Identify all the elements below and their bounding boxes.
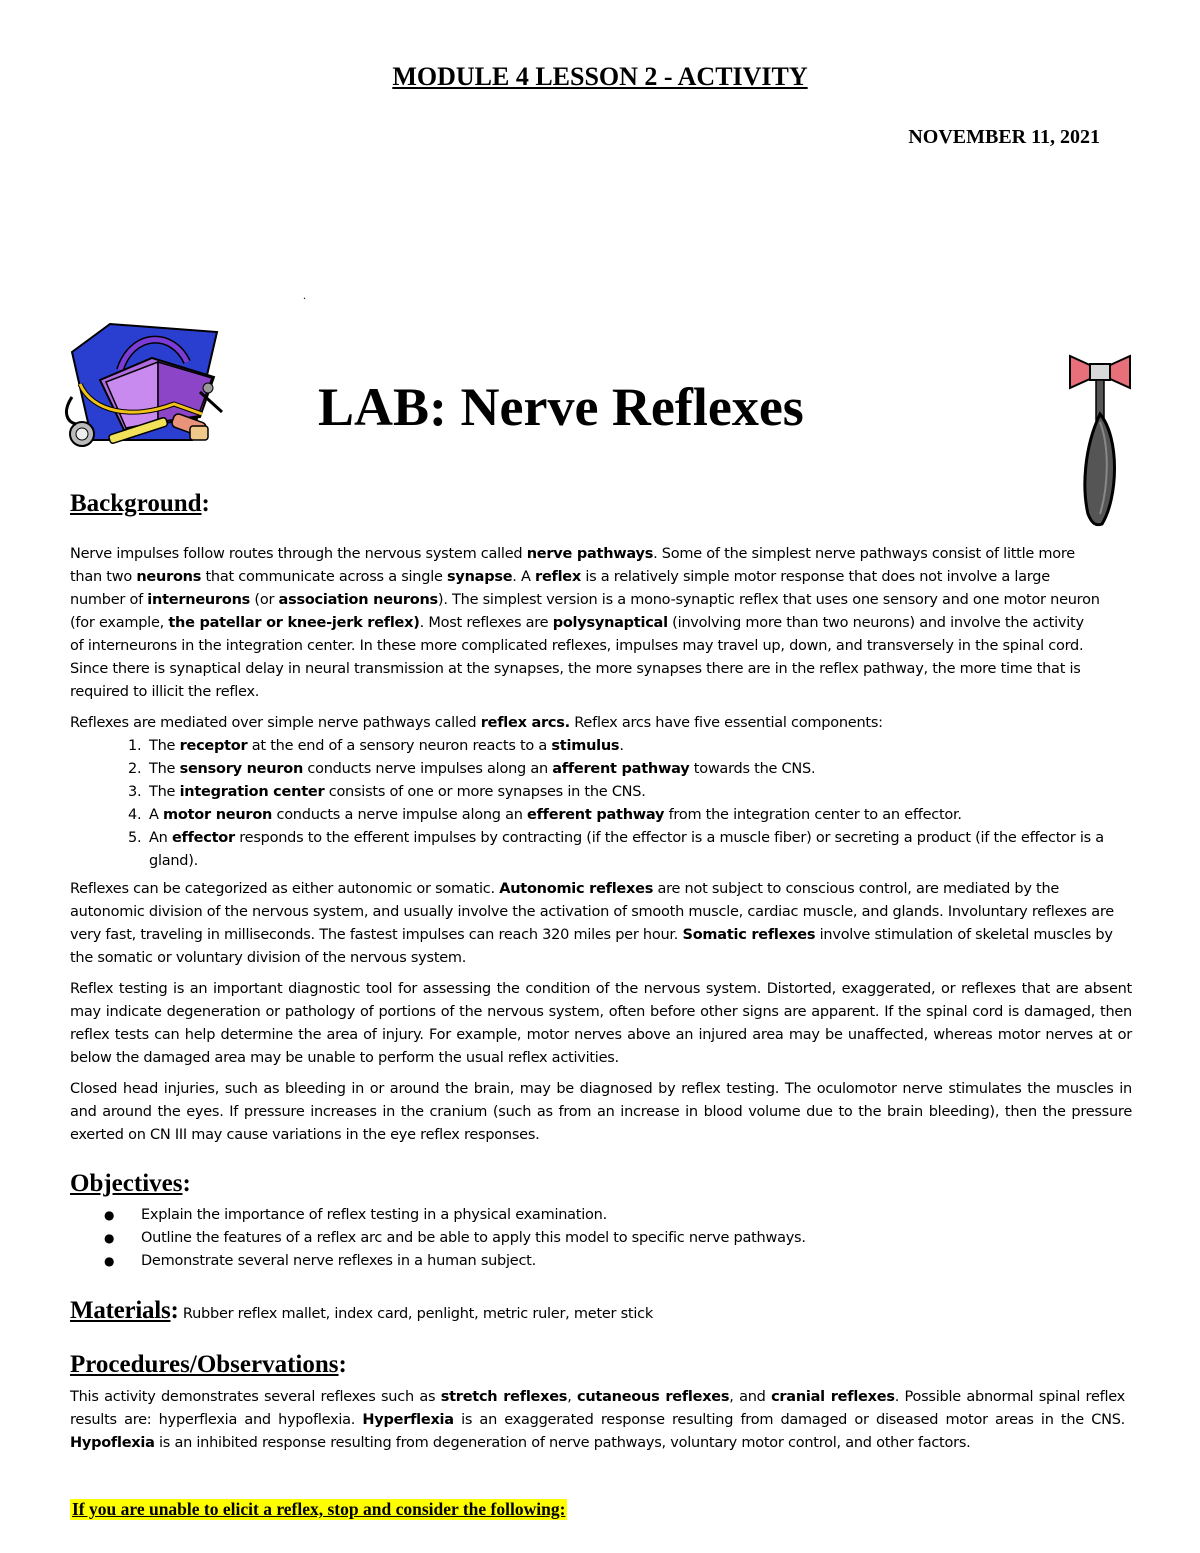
list-item-text: Demonstrate several nerve reflexes in a human subject. [141,1253,536,1269]
list-item [70,781,1110,804]
list-item [70,827,1110,873]
materials-line [70,1299,1130,1326]
list-item [70,1204,1130,1227]
lab-title: LAB: Nerve Reflexes [318,377,804,437]
procedures-heading: Procedures/Observations: [70,1351,347,1378]
reflex-arc-components-list [70,735,1110,873]
highlighted-warning: If you are unable to elicit a reflex, stop and consider the following: [72,1499,566,1519]
list-number: 5. [128,830,142,846]
list-item-text: An effector responds to the efferent impulses by contracting (if the effector is a muscle fiber) or secreting a product (if the effector is a gland). [149,830,1104,869]
list-item [70,1250,1130,1273]
list-item-text: The receptor at the end of a sensory neuron reacts to a stimulus. [149,738,624,754]
reflex-hammer-icon [1062,348,1138,533]
autonomic-somatic-paragraph: Reflexes can be categorized as either autonomic or somatic. Autonomic reflexes are not subject to conscious control, are mediated by the autonomic division of the nervous system, and usually involve the activation of smooth muscle, cardiac muscle, and glands. Involuntary reflexes are very fast, traveling in milliseconds. The fastest impulses can reach 320 miles per hour. Somatic reflexes involve stimulation of skeletal muscles by the somatic or voluntary division of the nervous system. [70,881,1114,966]
materials-heading: Materials: [70,1297,179,1324]
list-item-text: The sensory neuron conducts nerve impulses along an afferent pathway towards the CNS. [149,761,816,777]
list-item [70,1227,1130,1250]
medical-bag-icon [62,322,230,457]
document-date: NOVEMBER 11, 2021 [908,126,1100,148]
bullet-icon: ● [104,1231,115,1245]
background-heading: Background: [70,490,210,517]
reflex-arcs-paragraph: Reflexes are mediated over simple nerve pathways called reflex arcs. Reflex arcs have five essential components: [70,715,883,731]
list-item [70,735,1110,758]
stray-dot: . [303,288,306,302]
list-item-text: The integration center consists of one or more synapses in the CNS. [149,784,646,800]
procedures-paragraph: This activity demonstrates several reflexes such as stretch reflexes, cutaneous reflexes, and cranial reflexes. Possible abnormal spinal reflex results are: hyperflexia and hypoflexia. Hyperflexia is an exaggerated response resulting from damaged or diseased motor areas in the CNS. Hypoflexia is an inhibited response resulting from degeneration of nerve pathways, voluntary motor control, and other factors. [70,1389,1126,1451]
list-number: 3. [128,784,142,800]
list-item-text: Explain the importance of reflex testing in a physical examination. [141,1207,607,1223]
closed-head-injuries-paragraph: Closed head injuries, such as bleeding in or around the brain, may be diagnosed by reflex testing. The oculomotor nerve stimulates the muscles in and around the eyes. If pressure increases in the cranium (such as from an increase in blood volume due to the brain bleeding), then the pressure exerted on CN III may cause variations in the eye reflex responses. [70,1081,1132,1143]
reflex-testing-paragraph: Reflex testing is an important diagnostic tool for assessing the condition of the nervous system. Distorted, exaggerated, or reflexes that are absent may indicate degeneration or pathology of portions of the nervous system, often before other signs are apparent. If the spinal cord is damaged, then reflex tests can help determine the area of injury. For example, motor nerves above an injured area may be unaffected, whereas motor nerves at or below the damaged area may be unable to perform the usual reflex activities. [70,981,1132,1066]
bullet-icon: ● [104,1208,115,1222]
list-item [70,758,1110,781]
list-item [70,804,1110,827]
module-title: MODULE 4 LESSON 2 - ACTIVITY [392,62,808,91]
list-number: 1. [128,738,142,754]
objectives-heading: Objectives: [70,1170,191,1197]
list-number: 4. [128,807,142,823]
materials-text: Rubber reflex mallet, index card, penlight, metric ruler, meter stick [178,1306,654,1322]
bullet-icon: ● [104,1254,115,1268]
background-paragraph-1: Nerve impulses follow routes through the nervous system called nerve pathways. Some of the simplest nerve pathways consist of little more than two neurons that communicate across a single synapse. A reflex is a relatively simple motor response that does not involve a large number of interneurons (or association neurons). The simplest version is a mono-synaptic reflex that uses one sensory and one motor neuron (for example, the patellar or knee-jerk reflex). Most reflexes are polysynaptical (involving more than two neurons) and involve the activity of interneurons in the integration center. In these more complicated reflexes, impulses may travel up, down, and transversely in the spinal cord. Since there is synaptical delay in neural transmission at the synapses, the more synapses there are in the reflex pathway, the more time that is required to illicit the reflex. [70,546,1100,700]
list-item-text: A motor neuron conducts a nerve impulse along an efferent pathway from the integration center to an effector. [149,807,962,823]
list-number: 2. [128,761,142,777]
objectives-list [70,1204,1130,1273]
list-item-text: Outline the features of a reflex arc and be able to apply this model to specific nerve pathways. [141,1230,806,1246]
